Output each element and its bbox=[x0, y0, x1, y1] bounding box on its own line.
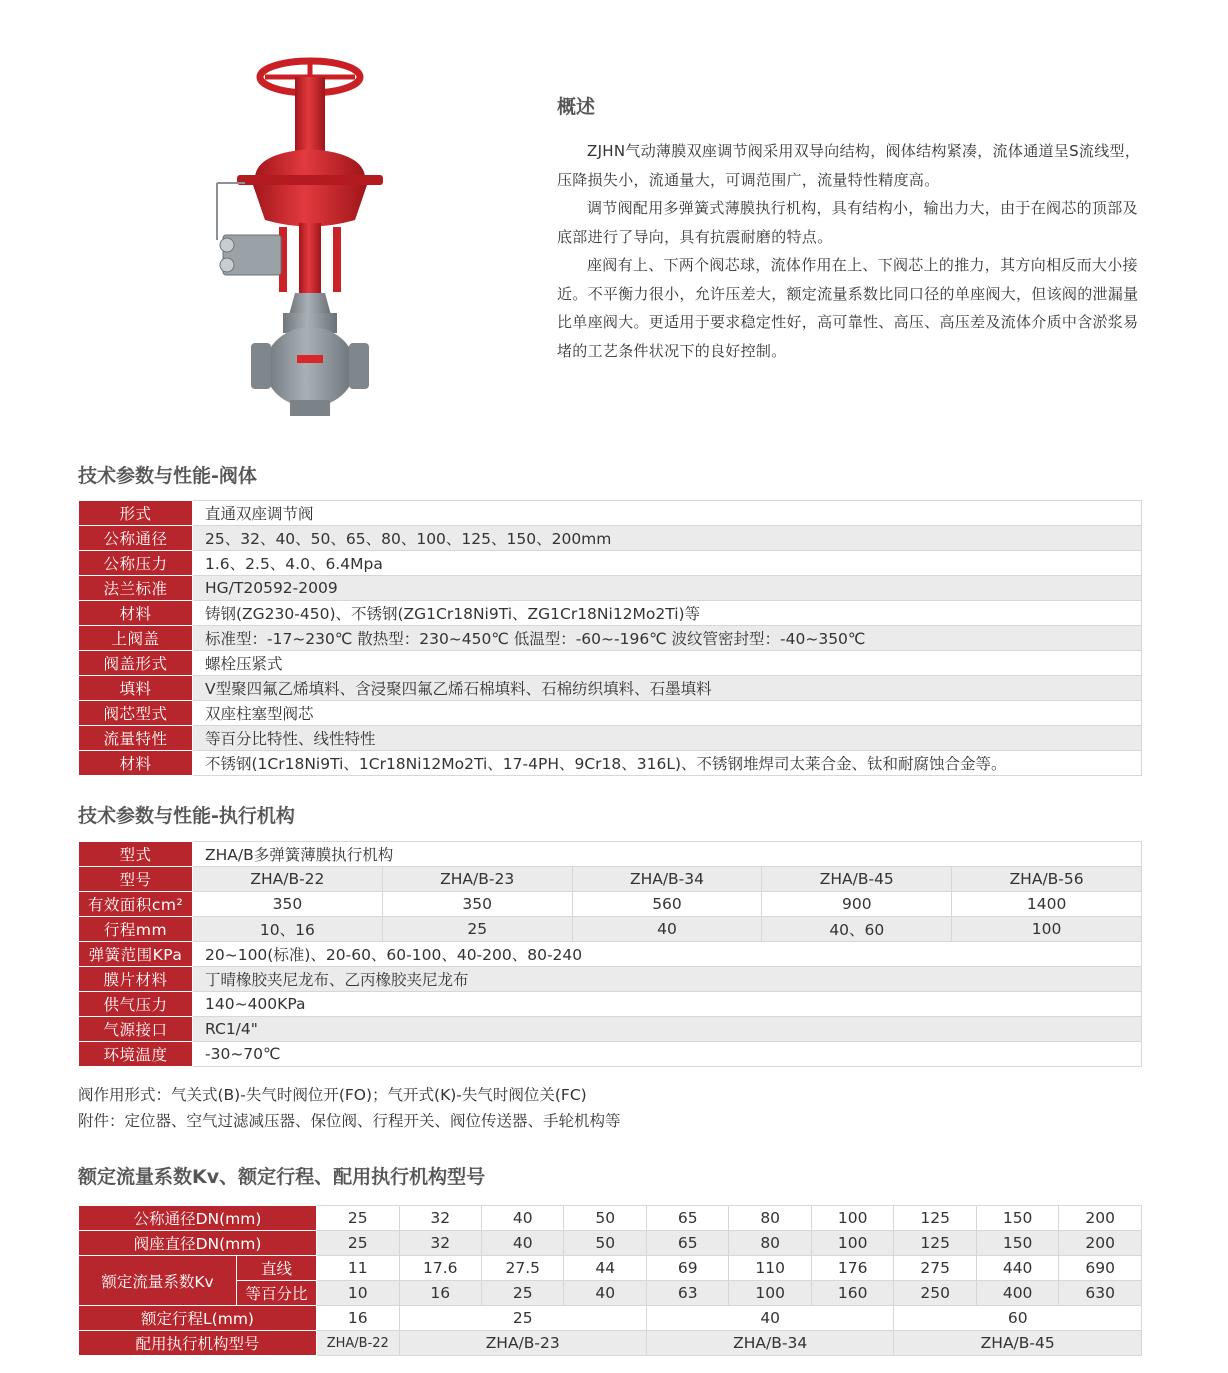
row-label: 额定流量系数Kv bbox=[79, 1256, 237, 1306]
row-label: 材料 bbox=[79, 601, 193, 626]
row-label: 弹簧范围KPa bbox=[79, 942, 193, 967]
table-row bbox=[79, 751, 1142, 776]
row-value: -30~70℃ bbox=[193, 1042, 1142, 1067]
kv-cell: 16 bbox=[399, 1281, 481, 1306]
row-label: 阀盖形式 bbox=[79, 651, 193, 676]
kv-cell: 176 bbox=[811, 1256, 893, 1281]
kv-cell: 250 bbox=[894, 1281, 976, 1306]
kv-cell: 400 bbox=[976, 1281, 1058, 1306]
kv-cell: 40 bbox=[646, 1306, 893, 1331]
table-row bbox=[79, 892, 1142, 917]
table-row bbox=[79, 917, 1142, 942]
kv-cell: 100 bbox=[811, 1206, 893, 1231]
stroke-cell: 10、16 bbox=[193, 917, 383, 942]
kv-cell: 32 bbox=[399, 1206, 481, 1231]
kv-cell: 65 bbox=[646, 1206, 728, 1231]
row-value: 等百分比特性、线性特性 bbox=[193, 726, 1142, 751]
model-cell: ZHA/B-45 bbox=[762, 867, 952, 892]
kv-cell: 25 bbox=[317, 1231, 399, 1256]
valve-illustration bbox=[205, 55, 395, 420]
row-value: HG/T20592-2009 bbox=[193, 576, 1142, 601]
table-row bbox=[79, 867, 1142, 892]
row-label: 填料 bbox=[79, 676, 193, 701]
row-value: 直通双座调节阀 bbox=[193, 501, 1142, 526]
stroke-cell: 25 bbox=[382, 917, 572, 942]
kv-cell: 10 bbox=[317, 1281, 399, 1306]
kv-cell: 150 bbox=[976, 1206, 1058, 1231]
kv-cell: 11 bbox=[317, 1256, 399, 1281]
kv-cell: 16 bbox=[317, 1306, 399, 1331]
table-row bbox=[79, 992, 1142, 1017]
kv-cell: 50 bbox=[564, 1206, 646, 1231]
kv-cell: 27.5 bbox=[481, 1256, 563, 1281]
row-value: 标准型：-17~230℃ 散热型：230~450℃ 低温型：-60~-196℃ 波纹管密封型：-40~350℃ bbox=[193, 626, 1142, 651]
row-label: 公称通径DN(mm) bbox=[79, 1206, 317, 1231]
kv-cell: 630 bbox=[1059, 1281, 1142, 1306]
row-label: 上阀盖 bbox=[79, 626, 193, 651]
table-row bbox=[79, 842, 1142, 867]
table-row bbox=[79, 1042, 1142, 1067]
kv-cell: 69 bbox=[646, 1256, 728, 1281]
action-note: 阀作用形式：气关式(B)-失气时阀位开(FO)；气开式(K)-失气时阀位关(FC) bbox=[78, 1086, 587, 1104]
row-value: 25、32、40、50、65、80、100、125、150、200mm bbox=[193, 526, 1142, 551]
table-row bbox=[79, 726, 1142, 751]
kv-cell: 44 bbox=[564, 1256, 646, 1281]
stroke-cell: 40、60 bbox=[762, 917, 952, 942]
row-label: 型号 bbox=[79, 867, 193, 892]
kv-cell: ZHA/B-23 bbox=[399, 1331, 646, 1356]
kv-cell: 200 bbox=[1059, 1231, 1142, 1256]
actuator-title: 技术参数与性能-执行机构 bbox=[78, 805, 295, 827]
row-label: 流量特性 bbox=[79, 726, 193, 751]
row-sublabel: 等百分比 bbox=[237, 1281, 317, 1306]
table-row bbox=[79, 501, 1142, 526]
kv-cell: 25 bbox=[317, 1206, 399, 1231]
kv-cell: 50 bbox=[564, 1231, 646, 1256]
accessories-note: 附件：定位器、空气过滤减压器、保位阀、行程开关、阀位传送器、手轮机构等 bbox=[78, 1112, 621, 1130]
row-label: 材料 bbox=[79, 751, 193, 776]
kv-cell: 32 bbox=[399, 1231, 481, 1256]
model-cell: ZHA/B-34 bbox=[572, 867, 762, 892]
overview-paragraph: ZJHN气动薄膜双座调节阀采用双导向结构，阀体结构紧凑，流体通道呈S流线型，压降损失小，流通量大，可调范围广，流量特性精度高。 bbox=[557, 142, 1141, 189]
stroke-cell: 40 bbox=[572, 917, 762, 942]
row-value: 双座柱塞型阀芯 bbox=[193, 701, 1142, 726]
table-row bbox=[79, 967, 1142, 992]
row-value: 丁晴橡胶夹尼龙布、乙丙橡胶夹尼龙布 bbox=[193, 967, 1142, 992]
model-cell: ZHA/B-22 bbox=[193, 867, 383, 892]
kv-cell: 125 bbox=[894, 1231, 976, 1256]
kv-cell: 100 bbox=[811, 1231, 893, 1256]
kv-cell: 150 bbox=[976, 1231, 1058, 1256]
kv-cell: ZHA/B-45 bbox=[894, 1331, 1142, 1356]
kv-cell: 110 bbox=[729, 1256, 811, 1281]
row-label: 额定行程L(mm) bbox=[79, 1306, 317, 1331]
kv-cell: 275 bbox=[894, 1256, 976, 1281]
overview-paragraph: 座阀有上、下两个阀芯球，流体作用在上、下阀芯上的推力，其方向相反而大小接近。不平衡力很小，允许压差大，额定流量系数比同口径的单座阀大，但该阀的泄漏量比单座阀大。更适用于要求稳定性好，高可靠性、高压、高压差及流体介质中含淤浆易堵的工艺条件状况下的良好控制。 bbox=[557, 256, 1139, 360]
kv-title: 额定流量系数Kv、额定行程、配用执行机构型号 bbox=[78, 1166, 486, 1188]
notes bbox=[78, 1082, 621, 1134]
row-label: 公称压力 bbox=[79, 551, 193, 576]
row-value: V型聚四氟乙烯填料、含浸聚四氟乙烯石棉填料、石棉纺织填料、石墨填料 bbox=[193, 676, 1142, 701]
table-row bbox=[79, 626, 1142, 651]
valve-body-table bbox=[78, 500, 1142, 776]
kv-table bbox=[78, 1205, 1142, 1356]
row-value: 不锈钢(1Cr18Ni9Ti、1Cr18Ni12Mo2Ti、17-4PH、9Cr18、316L)、不锈钢堆焊司太莱合金、钛和耐腐蚀合金等。 bbox=[193, 751, 1142, 776]
row-label: 环境温度 bbox=[79, 1042, 193, 1067]
kv-cell: 690 bbox=[1059, 1256, 1142, 1281]
kv-cell: 80 bbox=[729, 1206, 811, 1231]
kv-cell: 40 bbox=[564, 1281, 646, 1306]
kv-cell: 63 bbox=[646, 1281, 728, 1306]
kv-cell: 65 bbox=[646, 1231, 728, 1256]
row-value: 铸钢(ZG230-450)、不锈钢(ZG1Cr18Ni9Ti、ZG1Cr18Ni12Mo2Ti)等 bbox=[193, 601, 1142, 626]
table-row bbox=[79, 1331, 1142, 1356]
row-sublabel: 直线 bbox=[237, 1256, 317, 1281]
model-cell: ZHA/B-56 bbox=[952, 867, 1142, 892]
row-label: 供气压力 bbox=[79, 992, 193, 1017]
kv-cell: ZHA/B-34 bbox=[646, 1331, 893, 1356]
row-label: 阀芯型式 bbox=[79, 701, 193, 726]
table-row bbox=[79, 676, 1142, 701]
kv-cell: 80 bbox=[729, 1231, 811, 1256]
row-label: 形式 bbox=[79, 501, 193, 526]
table-row bbox=[79, 1231, 1142, 1256]
area-cell: 900 bbox=[762, 892, 952, 917]
table-row bbox=[79, 1256, 1142, 1281]
row-label: 法兰标准 bbox=[79, 576, 193, 601]
row-label: 行程mm bbox=[79, 917, 193, 942]
model-cell: ZHA/B-23 bbox=[382, 867, 572, 892]
kv-cell: 160 bbox=[811, 1281, 893, 1306]
kv-cell: 40 bbox=[481, 1206, 563, 1231]
row-label: 阀座直径DN(mm) bbox=[79, 1231, 317, 1256]
table-row bbox=[79, 1017, 1142, 1042]
row-value: 140~400KPa bbox=[193, 992, 1142, 1017]
overview-section bbox=[557, 92, 1147, 365]
row-value: 螺栓压紧式 bbox=[193, 651, 1142, 676]
kv-cell: 25 bbox=[399, 1306, 646, 1331]
row-label: 配用执行机构型号 bbox=[79, 1331, 317, 1356]
row-label: 型式 bbox=[79, 842, 193, 867]
kv-cell: 25 bbox=[481, 1281, 563, 1306]
table-row bbox=[79, 701, 1142, 726]
kv-cell: ZHA/B-22 bbox=[317, 1331, 399, 1356]
area-cell: 1400 bbox=[952, 892, 1142, 917]
overview-paragraph: 调节阀配用多弹簧式薄膜执行机构，具有结构小，输出力大，由于在阀芯的顶部及底部进行了导向，具有抗震耐磨的特点。 bbox=[557, 199, 1138, 246]
area-cell: 560 bbox=[572, 892, 762, 917]
table-row bbox=[79, 1281, 1142, 1306]
overview-title: 概述 bbox=[557, 96, 596, 118]
table-row bbox=[79, 601, 1142, 626]
kv-cell: 40 bbox=[481, 1231, 563, 1256]
row-label: 公称通径 bbox=[79, 526, 193, 551]
kv-cell: 125 bbox=[894, 1206, 976, 1231]
table-row bbox=[79, 526, 1142, 551]
stroke-cell: 100 bbox=[952, 917, 1142, 942]
table-row bbox=[79, 551, 1142, 576]
area-cell: 350 bbox=[193, 892, 383, 917]
actuator-table bbox=[78, 841, 1142, 1067]
table-row bbox=[79, 942, 1142, 967]
row-value: 1.6、2.5、4.0、6.4Mpa bbox=[193, 551, 1142, 576]
kv-cell: 440 bbox=[976, 1256, 1058, 1281]
kv-cell: 100 bbox=[729, 1281, 811, 1306]
row-value: ZHA/B多弹簧薄膜执行机构 bbox=[193, 842, 1142, 867]
table-row bbox=[79, 651, 1142, 676]
valve-body-title: 技术参数与性能-阀体 bbox=[78, 465, 257, 487]
row-label: 气源接口 bbox=[79, 1017, 193, 1042]
table-row bbox=[79, 1206, 1142, 1231]
kv-cell: 200 bbox=[1059, 1206, 1142, 1231]
row-label: 膜片材料 bbox=[79, 967, 193, 992]
area-cell: 350 bbox=[382, 892, 572, 917]
table-row bbox=[79, 1306, 1142, 1331]
table-row bbox=[79, 576, 1142, 601]
row-value: 20~100(标准)、20-60、60-100、40-200、80-240 bbox=[193, 942, 1142, 967]
row-label: 有效面积cm² bbox=[79, 892, 193, 917]
row-value: RC1/4" bbox=[193, 1017, 1142, 1042]
kv-cell: 17.6 bbox=[399, 1256, 481, 1281]
kv-cell: 60 bbox=[894, 1306, 1142, 1331]
